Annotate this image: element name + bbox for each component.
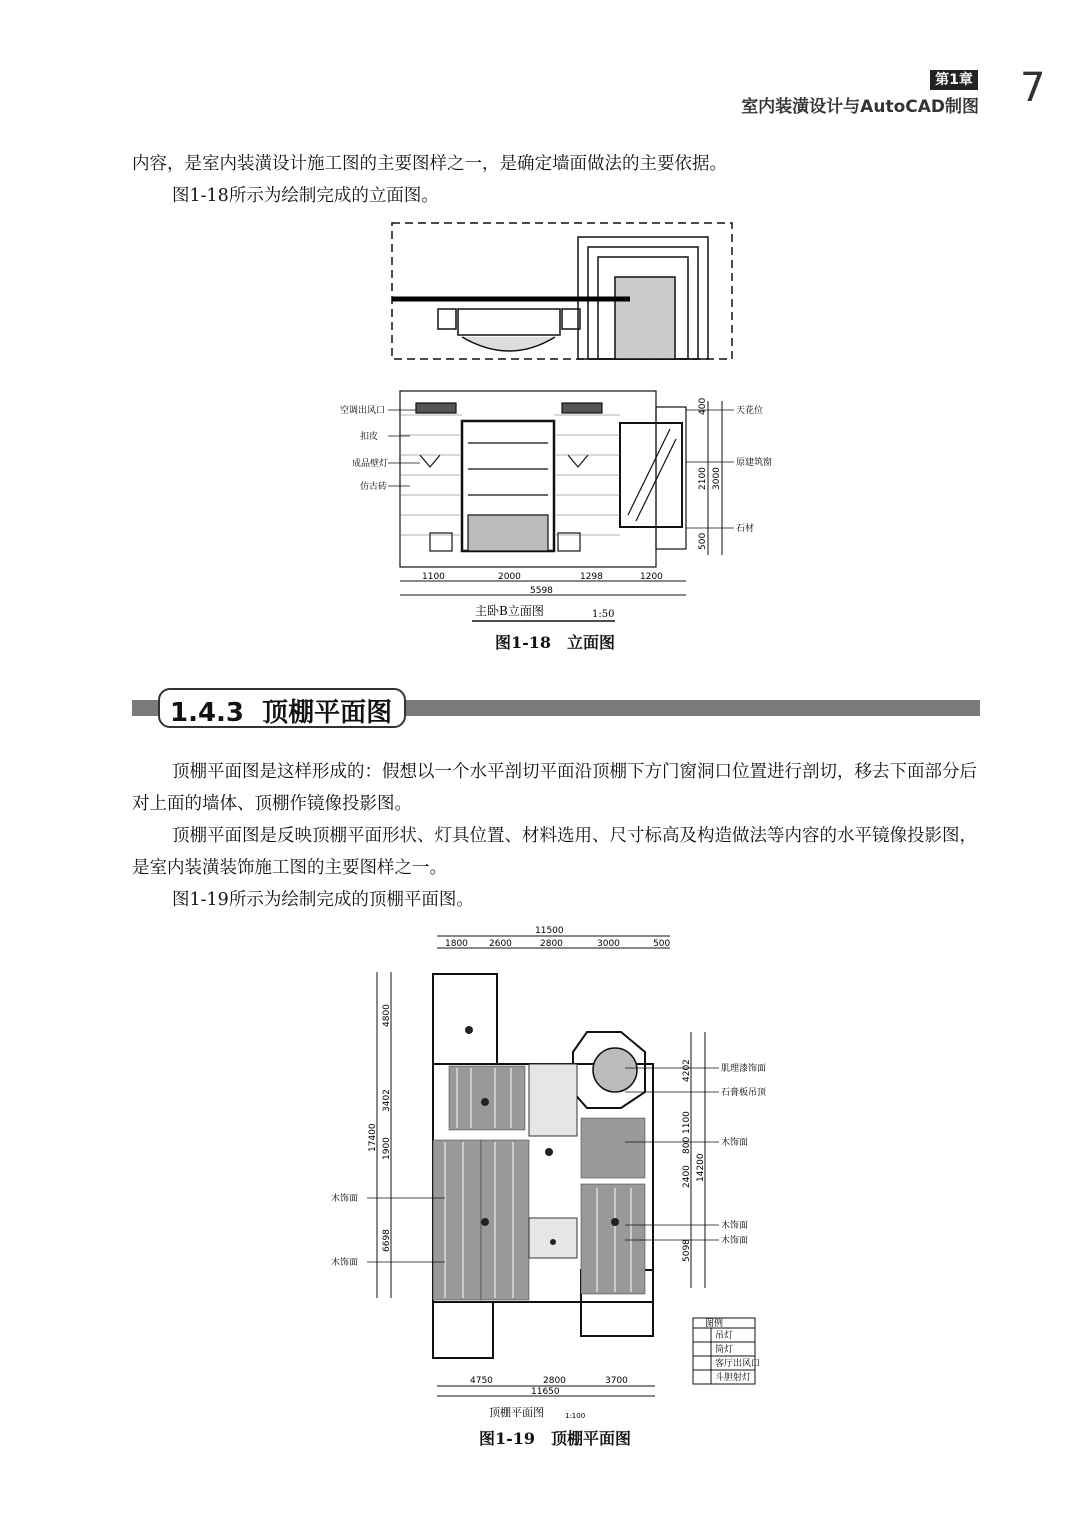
book-title: 室内装潢设计与AutoCAD制图 xyxy=(741,97,979,117)
dim-label: 5598 xyxy=(530,586,553,596)
dim-label: 1100 xyxy=(682,1111,692,1134)
callout-label: 天花位 xyxy=(736,406,764,416)
dim-label: 1298 xyxy=(580,572,603,582)
dim-label: 14200 xyxy=(696,1153,706,1182)
legend-title: 图例 xyxy=(705,1319,724,1329)
section-number: 1.4.3 xyxy=(170,698,245,728)
callout-label: 肌理漆饰面 xyxy=(721,1064,767,1074)
dim-label: 3402 xyxy=(382,1089,392,1112)
dim-label: 1200 xyxy=(640,572,663,582)
dim-label: 11650 xyxy=(531,1387,560,1397)
paragraph: 图1-18所示为绘制完成的立面图。 xyxy=(172,186,439,206)
callout-label: 石膏板吊顶 xyxy=(721,1088,767,1098)
ceiling-plan-drawing xyxy=(325,922,785,1420)
dim-label: 500 xyxy=(698,532,708,550)
callout-label: 木饰面 xyxy=(721,1138,749,1148)
section-heading xyxy=(170,692,392,729)
dim-label: 3000 xyxy=(712,467,722,490)
dim-label: 17400 xyxy=(368,1123,378,1152)
callout-label: 木饰面 xyxy=(721,1221,749,1231)
legend-item: 客厅出风口 xyxy=(715,1359,761,1369)
figure-caption: 图1-18 立面图 xyxy=(494,633,616,652)
callout-label: 仿古砖 xyxy=(360,482,388,492)
dim-label: 3000 xyxy=(597,939,620,949)
dim-label: 2000 xyxy=(498,572,521,582)
drawing-scale: 1:100 xyxy=(565,1412,586,1420)
dim-label: 1800 xyxy=(445,939,468,949)
paragraph: 内容，是室内装潢设计施工图的主要图样之一，是确定墙面做法的主要依据。 xyxy=(132,154,727,174)
dim-label: 4750 xyxy=(470,1376,493,1386)
paragraph: 顶棚平面图是反映顶棚平面形状、灯具位置、材料选用、尺寸标高及构造做法等内容的水平镜像投影图，是室内装潢装饰施工图的主要图样之一。 xyxy=(132,826,977,878)
dim-label: 2100 xyxy=(698,467,708,490)
callout-label: 木饰面 xyxy=(721,1236,749,1246)
dim-label: 2800 xyxy=(540,939,563,949)
callout-label: 木饰面 xyxy=(331,1258,359,1268)
legend-item: 斗胆射灯 xyxy=(715,1373,752,1383)
dim-label: 1100 xyxy=(422,572,445,582)
legend-item: 筒灯 xyxy=(715,1345,734,1355)
chapter-tag: 第1章 xyxy=(930,70,978,90)
dim-label: 2400 xyxy=(682,1165,692,1188)
callout-label: 石材 xyxy=(736,524,755,534)
callout-label: 木饰面 xyxy=(331,1194,359,1204)
callout-label: 空调出风口 xyxy=(340,406,386,416)
dim-label: 2600 xyxy=(489,939,512,949)
page-number: 7 xyxy=(1020,65,1046,111)
dim-label: 5098 xyxy=(682,1239,692,1262)
figure-caption: 图1-19 顶棚平面图 xyxy=(478,1429,632,1448)
paragraph: 图1-19所示为绘制完成的顶棚平面图。 xyxy=(172,890,474,910)
drawing-title: 主卧B立面图 xyxy=(475,604,544,618)
dim-label: 4800 xyxy=(382,1004,392,1027)
dim-label: 3700 xyxy=(605,1376,628,1386)
dim-label: 400 xyxy=(698,397,708,415)
callout-label: 原建筑窗 xyxy=(736,458,773,468)
dim-label: 500 xyxy=(653,939,671,949)
drawing-scale: 1:50 xyxy=(592,609,615,620)
callout-label: 成品壁灯 xyxy=(352,459,389,469)
elevation-drawing xyxy=(330,215,790,635)
section-title: 顶棚平面图 xyxy=(262,698,393,728)
dim-label: 800 xyxy=(682,1136,692,1154)
dim-label: 6698 xyxy=(382,1229,392,1252)
dim-label: 1900 xyxy=(382,1137,392,1160)
dim-label: 4202 xyxy=(682,1059,692,1082)
legend-item: 吊灯 xyxy=(715,1331,734,1341)
paragraph: 顶棚平面图是这样形成的：假想以一个水平剖切平面沿顶棚下方门窗洞口位置进行剖切，移去下面部分后对上面的墙体、顶棚作镜像投影图。 xyxy=(132,762,977,814)
callout-label: 扣皮 xyxy=(360,432,379,442)
drawing-title: 顶棚平面图 xyxy=(489,1406,544,1419)
dim-label: 11500 xyxy=(535,926,564,936)
dim-label: 2800 xyxy=(543,1376,566,1386)
